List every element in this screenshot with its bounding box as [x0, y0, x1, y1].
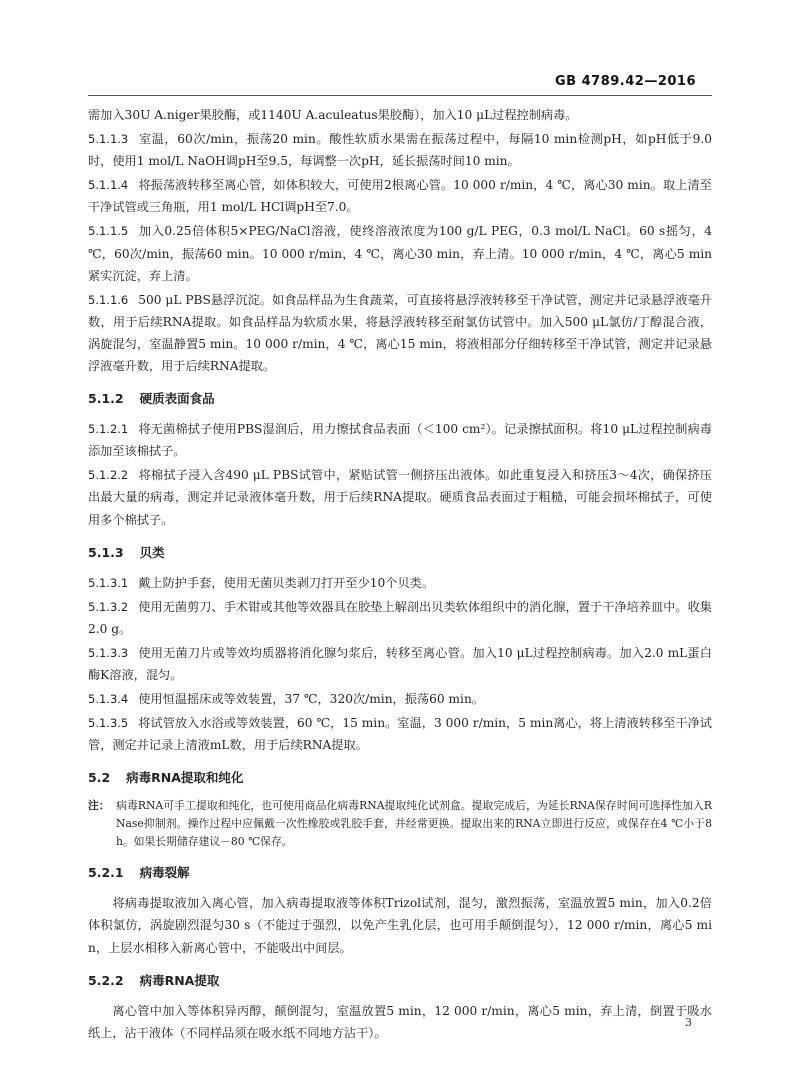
clause-text: 戴上防护手套，使用无菌贝类剥刀打开至少10个贝类。 — [138, 575, 435, 590]
section-number: 5.2.2 — [88, 972, 124, 988]
header-rule — [88, 95, 712, 96]
clause-paragraph — [88, 596, 712, 640]
clause-number: 5.1.1.6 — [88, 292, 129, 307]
clause-paragraph — [88, 220, 712, 286]
section-title: 病毒裂解 — [139, 865, 190, 881]
clause-number: 5.1.3.3 — [88, 645, 129, 660]
clause-text: 使用无菌剪刀、手术钳或其他等效器具在胶垫上解剖出贝类软体组织中的消化腺，置于干净培养皿中。收集2.0 g。 — [88, 599, 712, 636]
section-title: 病毒RNA提取和纯化 — [126, 770, 244, 786]
section-number: 5.1.2 — [88, 391, 124, 407]
clause-paragraph — [88, 104, 712, 126]
clause-number: 5.1.1.4 — [88, 178, 129, 193]
clause-text: 将振荡液转移至离心管，如体积较大，可使用2根离心管。10 000 r/min，4 ℃，离心30 min。取上清至干净试管或三角瓶，用1 mol/L HCl调pH至7.0。 — [88, 178, 712, 215]
section-heading — [88, 862, 712, 884]
section-heading — [88, 542, 712, 564]
section-title: 病毒RNA提取 — [139, 972, 220, 988]
note-label: 注： — [88, 799, 110, 813]
section-heading — [88, 970, 712, 992]
clause-paragraph — [88, 642, 712, 686]
section-number: 5.1.3 — [88, 544, 124, 560]
standard-number: GB 4789.42—2016 — [555, 74, 696, 89]
page-number: 3 — [685, 1016, 692, 1029]
clause-number: 5.1.3.2 — [88, 599, 129, 614]
clause-paragraph — [88, 174, 712, 218]
note-block — [88, 797, 712, 851]
document-body — [88, 104, 712, 1050]
clause-number: 5.1.2.1 — [88, 422, 129, 437]
clause-text: 室温，60次/min，振荡20 min。酸性软质水果需在振荡过程中，每隔10 min检测pH，如pH低于9.0时，使用1 mol/L NaOH调pH至9.5，每调整一次pH，延长振荡时间10 min。 — [88, 132, 712, 169]
clause-paragraph — [88, 464, 712, 530]
section-title: 贝类 — [139, 544, 165, 560]
clause-paragraph — [88, 572, 712, 594]
clause-paragraph — [88, 289, 712, 377]
clause-paragraph — [88, 688, 712, 710]
clause-number: 5.1.3.5 — [88, 716, 129, 731]
paragraph: 将病毒提取液加入离心管，加入病毒提取液等体积Trizol试剂，混匀，激烈振荡，室温放置5 min，加入0.2倍体积氯仿，涡旋剧烈混匀30 s（不能过于强烈，以免产生乳化层，也可用手颠倒混匀），12 000 r/min，离心5 min，上层水相移入新离心管中，不能吸出中间层。 — [88, 896, 712, 955]
clause-number: 5.1.1.5 — [88, 224, 129, 239]
clause-number: 5.1.1.3 — [88, 132, 129, 147]
clause-text: 使用恒温摇床或等效装置，37 ℃，320次/min，振荡60 min。 — [138, 692, 484, 707]
clause-number: 5.1.3.4 — [88, 692, 129, 707]
clause-paragraph — [88, 712, 712, 756]
clause-text: 将无菌棉拭子使用PBS湿润后，用力擦拭食品表面（＜100 cm²）。记录擦拭面积。将10 μL过程控制病毒添加至该棉拭子。 — [88, 422, 712, 459]
section-heading — [88, 767, 712, 789]
clause-paragraph — [88, 418, 712, 462]
paragraph: 离心管中加入等体积异丙醇，颠倒混匀，室温放置5 min，12 000 r/min，离心5 min，弃上清，倒置于吸水纸上，沾干液体（不同样品须在吸水纸不同地方沾干）。 — [88, 1003, 712, 1040]
note-text: 病毒RNA可手工提取和纯化，也可使用商品化病毒RNA提取纯化试剂盒。提取完成后，为延长RNA保存时间可选择性加入RNase抑制剂。操作过程中应佩戴一次性橡胶或乳胶手套，并经常更换。提取出来的RNA立即进行反应，或保存在4 ℃小于8 h。如果长期储存建议－80 ℃保存。 — [116, 799, 712, 849]
clause-number: 5.1.3.1 — [88, 575, 129, 590]
section-number: 5.2.1 — [88, 865, 124, 881]
clause-paragraph — [88, 128, 712, 172]
clause-text: 500 μL PBS悬浮沉淀。如食品样品为生食蔬菜，可直接将悬浮液转移至干净试管，测定并记录悬浮液毫升数，用于后续RNA提取。如食品样品为软质水果，将悬浮液转移至耐氯仿试管中。加入500 μL氯仿/丁醇混合液，涡旋混匀，室温静置5 min。10 000 r/min，4 ℃，离心15 min，将液相部分仔细转移至干净试管，测定并记录悬浮液毫升数，用于后续RNA提取。 — [88, 292, 712, 374]
section-title: 硬质表面食品 — [139, 391, 215, 407]
clause-text: 使用无菌刀片或等效均质器将消化腺匀浆后，转移至离心管。加入10 μL过程控制病毒。加入2.0 mL蛋白酶K溶液，混匀。 — [88, 645, 712, 682]
clause-text: 需加入30U A.niger果胶酶，或1140U A.aculeatus果胶酶），加入10 μL过程控制病毒。 — [88, 108, 578, 122]
clause-text: 将试管放入水浴或等效装置，60 ℃，15 min。室温，3 000 r/min，5 min离心，将上清液转移至干净试管，测定并记录上清液mL数，用于后续RNA提取。 — [88, 716, 712, 753]
clause-number: 5.1.2.2 — [88, 468, 129, 483]
section-number: 5.2 — [88, 770, 111, 786]
clause-text: 将棉拭子浸入含490 μL PBS试管中，紧贴试管一侧挤压出液体。如此重复浸入和挤压3～4次，确保挤压出最大量的病毒，测定并记录液体毫升数，用于后续RNA提取。硬质食品表面过于粗糙，可能会损坏棉拭子，可使用多个棉拭子。 — [88, 468, 712, 527]
clause-text: 加入0.25倍体积5×PEG/NaCl溶液，使终溶液浓度为100 g/L PEG，0.3 mol/L NaCl。60 s摇匀，4 ℃，60次/min，振荡60 min。10 000 r/min，4 ℃，离心30 min，弃上清。10 000 r/min，4 ℃，离心5 min紧实沉淀，弃上清。 — [88, 224, 712, 283]
section-heading — [88, 388, 712, 410]
